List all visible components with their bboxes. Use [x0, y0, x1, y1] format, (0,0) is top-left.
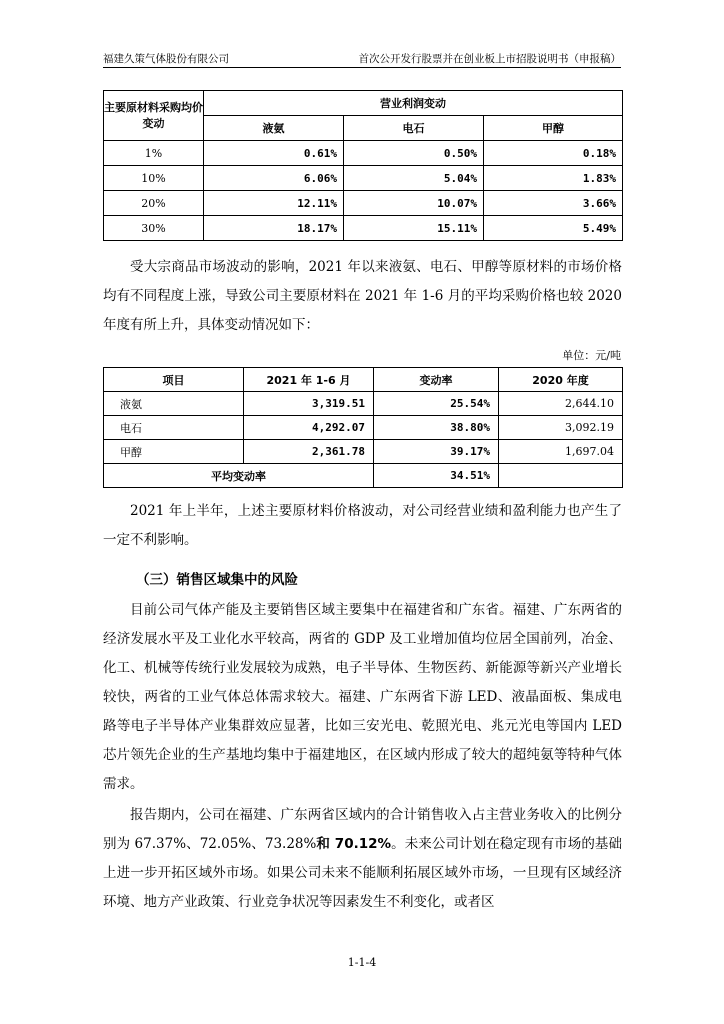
header-company: 福建久策气体股份有限公司	[103, 53, 229, 65]
table1-col-header: 电石	[344, 116, 484, 141]
unit-label: 单位：元/吨	[562, 349, 621, 362]
table2-cell: 39.17%	[374, 440, 499, 464]
table-row	[104, 392, 623, 416]
table2-avg-label: 平均变动率	[104, 464, 374, 488]
table2-cell: 3,092.19	[499, 416, 623, 440]
table1-cell: 1.83%	[484, 166, 623, 191]
table2-item: 甲醇	[104, 440, 244, 464]
paragraph-sales-ratio-part2: 。未来公司计划在稳定现有市场的基础上进一步开拓区域外市场。如果公司未来不能顺利拓展区域外市场，一旦现有区域经济环境、地方产业政策、行业竞争状况等因素发生不利变化，或者区	[103, 836, 623, 910]
page-number: 1-1-4	[347, 956, 377, 969]
price-table	[103, 367, 623, 488]
paragraph-sales-ratio-and: 和	[316, 836, 335, 852]
table1-cell: 6.06%	[204, 166, 344, 191]
table1-cell: 0.18%	[484, 141, 623, 166]
table1-change: 1%	[104, 141, 204, 166]
paragraph-region: 目前公司气体产能及主要销售区域主要集中在福建省和广东省。福建、广东两省的经济发展水平及工业化水平较高，两省的 GDP 及工业增加值均位居全国前列，冶金、化工、机械等传统行业发展较为成熟，电子半导体、生物医药、新能源等新兴产业增长较快，两省的工业气体总体需求较大。福建、广东两省下游 LED、液晶面板、集成电路等电子半导体产业集群效应显著，比如三安光电、乾照光电、兆元光电等国内 LED 芯片领先企业的生产基地均集中于福建地区，在区域内形成了较大的超纯氨等特种气体需求。	[103, 602, 622, 792]
table-row	[104, 216, 623, 241]
table2-col-header: 2021 年 1-6 月	[244, 368, 374, 392]
paragraph-sales-ratio-bold: 70.12%	[334, 836, 392, 852]
table-row	[104, 191, 623, 216]
table1-cell: 12.11%	[204, 191, 344, 216]
table-row	[104, 464, 623, 488]
table1-col-header: 甲醇	[484, 116, 623, 141]
table1-cell: 3.66%	[484, 191, 623, 216]
table-row	[104, 416, 623, 440]
table2-empty-cell	[499, 464, 623, 488]
table1-cell: 5.49%	[484, 216, 623, 241]
table1-cell: 10.07%	[344, 191, 484, 216]
table2-avg-value: 34.51%	[374, 464, 499, 488]
table-row	[104, 141, 623, 166]
table1-group-header: 营业利润变动	[204, 91, 623, 116]
table1-cell: 15.11%	[344, 216, 484, 241]
table2-cell: 1,697.04	[499, 440, 623, 464]
table1-change: 10%	[104, 166, 204, 191]
table2-col-header: 变动率	[374, 368, 499, 392]
table1-cell: 0.61%	[204, 141, 344, 166]
table1-cell: 18.17%	[204, 216, 344, 241]
table2-item: 电石	[104, 416, 244, 440]
section-title: （三）销售区域集中的风险	[136, 572, 298, 588]
table1-corner: 主要原材料采购均价变动	[104, 91, 204, 141]
table2-col-header: 2020 年度	[499, 368, 623, 392]
table2-cell: 38.80%	[374, 416, 499, 440]
paragraph-price-change: 受大宗商品市场波动的影响，2021 年以来液氨、电石、甲醇等原材料的市场价格均有不同程度上涨，导致公司主要原材料在 2021 年 1-6 月的平均采购价格也较 2020 年度有所上升，具体变动情况如下：	[103, 259, 622, 333]
page-header	[103, 51, 621, 68]
table2-cell: 2,361.78	[244, 440, 374, 464]
table-row	[104, 166, 623, 191]
sensitivity-table	[103, 90, 623, 241]
table2-cell: 2,644.10	[499, 392, 623, 416]
table2-cell: 25.54%	[374, 392, 499, 416]
table2-cell: 4,292.07	[244, 416, 374, 440]
table-row	[104, 440, 623, 464]
paragraph-sales-ratio	[103, 801, 622, 917]
table1-cell: 0.50%	[344, 141, 484, 166]
header-doc-title: 首次公开发行股票并在创业板上市招股说明书（申报稿）	[358, 53, 621, 65]
table1-col-header: 液氨	[204, 116, 344, 141]
table1-cell: 5.04%	[344, 166, 484, 191]
table1-change: 20%	[104, 191, 204, 216]
table2-item: 液氨	[104, 392, 244, 416]
paragraph-impact: 2021 年上半年，上述主要原材料价格波动，对公司经营业绩和盈利能力也产生了一定不利影响。	[103, 503, 622, 548]
table2-col-header: 项目	[104, 368, 244, 392]
table2-cell: 3,319.51	[244, 392, 374, 416]
table1-change: 30%	[104, 216, 204, 241]
paragraph-sales-ratio-part1: 报告期内，公司在福建、广东两省区域内的合计销售收入占主营业务收入的比例分别为 67.37%、72.05%、73.28%	[103, 807, 622, 852]
